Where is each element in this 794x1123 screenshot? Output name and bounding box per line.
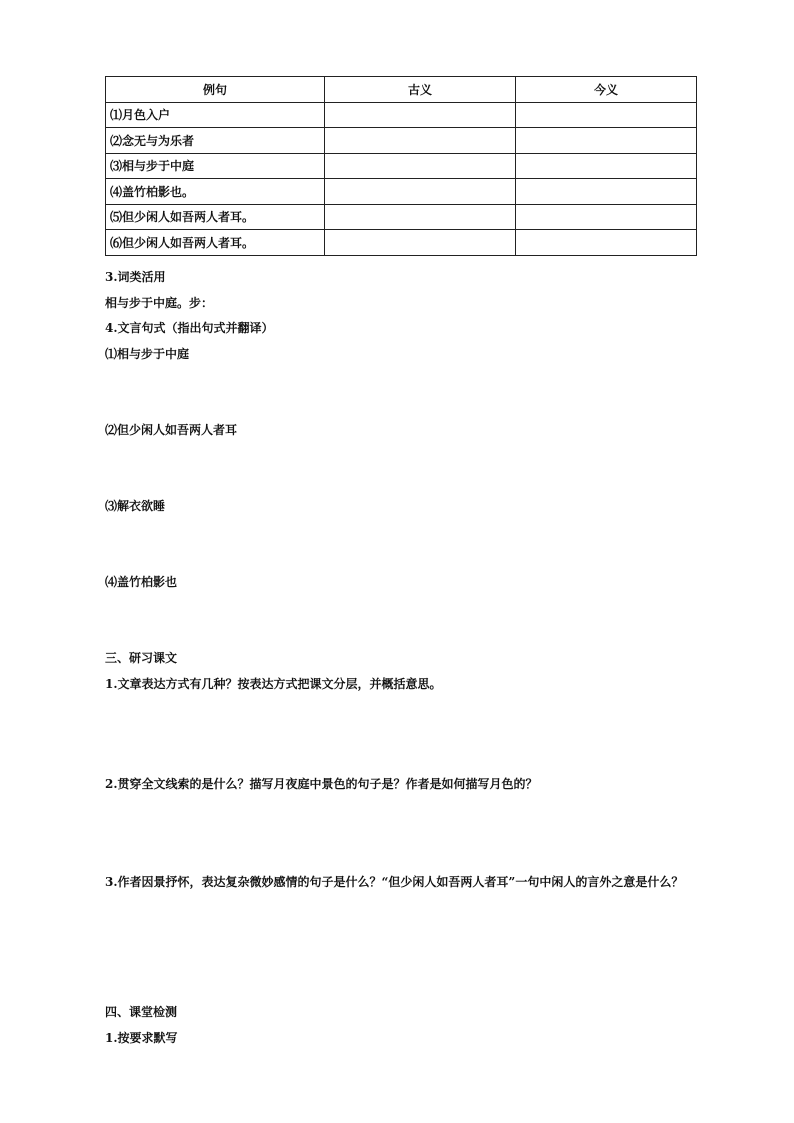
word-class-question: 相与步于中庭。步： xyxy=(105,296,214,310)
table-cell-ancient[interactable] xyxy=(325,230,516,256)
table-cell-example: ⑹但少闲人如吾两人者耳。 xyxy=(106,230,325,256)
table-cell-modern[interactable] xyxy=(516,128,697,154)
table-row xyxy=(106,179,697,205)
table-row xyxy=(106,230,697,256)
table-cell-ancient[interactable] xyxy=(325,204,516,230)
table-cell-example: ⑵念无与为乐者 xyxy=(106,128,325,154)
part-study-text-title: 三、研习课文 xyxy=(105,651,178,665)
class-check-question-1: 1.按要求默写 xyxy=(105,1031,178,1045)
table-cell-example: ⑶相与步于中庭 xyxy=(106,153,325,179)
study-question-1: 1.文章表达方式有几种？按表达方式把课文分层，并概括意思。 xyxy=(105,677,442,691)
study-question-3: 3.作者因景抒怀，表达复杂微妙感情的句子是什么？“但少闲人如吾两人者耳”一句中闲人的言外之意是什么？ xyxy=(105,875,684,889)
table-cell-modern[interactable] xyxy=(516,153,697,179)
table-cell-modern[interactable] xyxy=(516,204,697,230)
table-cell-modern[interactable] xyxy=(516,179,697,205)
sentence-pattern-item: ⑵但少闲人如吾两人者耳 xyxy=(105,423,238,437)
part-class-check-title: 四、课堂检测 xyxy=(105,1005,178,1019)
table-row xyxy=(106,102,697,128)
table-header-example: 例句 xyxy=(106,77,325,103)
section-sentence-pattern-title: 4.文言句式（指出句式并翻译） xyxy=(105,321,274,335)
table-cell-modern[interactable] xyxy=(516,102,697,128)
table-header-row xyxy=(106,77,697,103)
word-meaning-table xyxy=(105,76,697,256)
table-cell-modern[interactable] xyxy=(516,230,697,256)
table-cell-ancient[interactable] xyxy=(325,153,516,179)
sentence-pattern-item: ⑶解衣欲睡 xyxy=(105,499,166,513)
table-cell-example: ⑷盖竹柏影也。 xyxy=(106,179,325,205)
table-header-modern-meaning: 今义 xyxy=(516,77,697,103)
table-cell-ancient[interactable] xyxy=(325,179,516,205)
table-cell-example: ⑸但少闲人如吾两人者耳。 xyxy=(106,204,325,230)
sentence-pattern-item: ⑴相与步于中庭 xyxy=(105,347,190,361)
table-cell-example: ⑴月色入户 xyxy=(106,102,325,128)
sentence-pattern-item: ⑷盖竹柏影也 xyxy=(105,575,178,589)
table-cell-ancient[interactable] xyxy=(325,128,516,154)
section-word-class-title: 3.词类活用 xyxy=(105,270,166,284)
table-header-ancient-meaning: 古义 xyxy=(325,77,516,103)
table-row xyxy=(106,153,697,179)
table-row xyxy=(106,204,697,230)
study-question-2: 2.贯穿全文线索的是什么？描写月夜庭中景色的句子是？作者是如何描写月色的？ xyxy=(105,777,538,791)
table-row xyxy=(106,128,697,154)
table-cell-ancient[interactable] xyxy=(325,102,516,128)
